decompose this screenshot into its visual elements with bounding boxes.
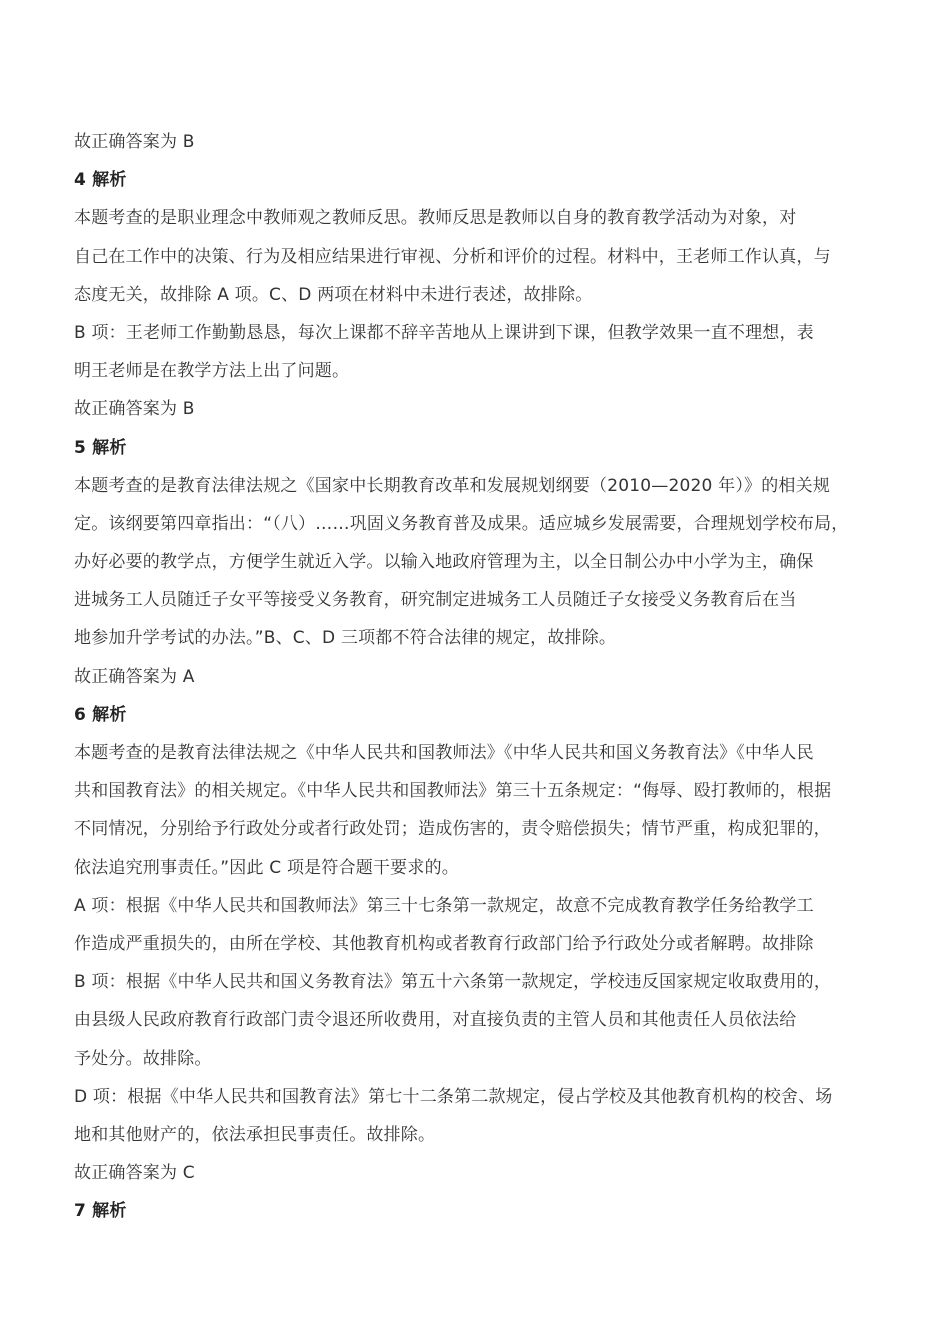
paragraph-line: D 项：根据《中华人民共和国教育法》第七十二条第二款规定，侵占学校及其他教育机构的校舍、场 — [74, 1086, 833, 1107]
analysis-paragraph — [74, 199, 880, 314]
paragraph-line: B 项：根据《中华人民共和国义务教育法》第五十六条第一款规定，学校违反国家规定收取费用的， — [74, 972, 832, 993]
paragraph-line: 由县级人民政府教育行政部门责令退还所收费用，对直接负责的主管人员和其他责任人员依法给 — [74, 1010, 797, 1031]
correct-answer-line: 故正确答案为 B — [74, 132, 195, 152]
paragraph-line: 地参加升学考试的办法。”B、C、D 三项都不符合法律的规定，故排除。 — [74, 628, 617, 649]
question-analysis-heading: 7 解析 — [74, 1201, 127, 1222]
paragraph-line: 本题考查的是教育法律法规之《国家中长期教育改革和发展规划纲要（2010—2020 年）》的相关规 — [74, 475, 831, 496]
question-analysis-heading: 5 解析 — [74, 437, 127, 458]
paragraph-line: 进城务工人员随迁子女平等接受义务教育，研究制定进城务工人员随迁子女接受义务教育后在当 — [74, 590, 797, 611]
analysis-paragraph — [74, 1078, 880, 1154]
paragraph-line: 本题考查的是职业理念中教师观之教师反思。教师反思是教师以自身的教育教学活动为对象，对 — [74, 208, 797, 229]
paragraph-line: 本题考查的是教育法律法规之《中华人民共和国教师法》《中华人民共和国义务教育法》《中华人民 — [74, 743, 814, 763]
paragraph-line: 地和其他财产的，依法承担民事责任。故排除。 — [74, 1124, 436, 1145]
analysis-paragraph — [74, 314, 880, 390]
paragraph-line: 作造成严重损失的，由所在学校、其他教育机构或者教育行政部门给予行政处分或者解聘。故排除 — [74, 933, 814, 954]
question-analysis-heading: 4 解析 — [74, 170, 127, 191]
paragraph-line: A 项：根据《中华人民共和国教师法》第三十七条第一款规定，故意不完成教育教学任务给教学工 — [74, 895, 814, 916]
question-analysis-heading: 6 解析 — [74, 704, 127, 725]
paragraph-line: 明王老师是在教学方法上出了问题。 — [74, 361, 350, 382]
paragraph-line: 不同情况，分别给予行政处分或者行政处罚；造成伤害的，责令赔偿损失；情节严重，构成犯罪的， — [74, 819, 831, 840]
correct-answer-line: 故正确答案为 C — [74, 1163, 195, 1184]
paragraph-line: 共和国教育法》的相关规定。《中华人民共和国教师法》第三十五条规定：“侮辱、殴打教师的，根据 — [74, 781, 832, 802]
paragraph-line: 态度无关，故排除 A 项。C、D 两项在材料中未进行表述，故排除。 — [74, 284, 593, 305]
paragraph-line: 办好必要的教学点，方便学生就近入学。以输入地政府管理为主，以全日制公办中小学为主，确保 — [74, 552, 814, 573]
paragraph-line: 定。该纲要第四章指出：“（八）……巩固义务教育普及成果。适应城乡发展需要，合理规划学校布局， — [74, 513, 849, 534]
analysis-paragraph — [74, 963, 880, 1078]
paragraph-line: B 项：王老师工作勤勤恳恳，每次上课都不辞辛苦地从上课讲到下课，但教学效果一直不理想，表 — [74, 322, 814, 343]
document-page — [74, 123, 880, 1230]
paragraph-line: 予处分。故排除。 — [74, 1048, 212, 1069]
paragraph-line: 依法追究刑事责任。”因此 C 项是符合题干要求的。 — [74, 857, 459, 878]
paragraph-line: 自己在工作中的决策、行为及相应结果进行审视、分析和评价的过程。材料中，王老师工作认真，与 — [74, 246, 831, 267]
analysis-paragraph — [74, 467, 880, 658]
analysis-paragraph — [74, 887, 880, 963]
analysis-paragraph — [74, 734, 880, 887]
correct-answer-line: 故正确答案为 B — [74, 399, 195, 420]
correct-answer-line: 故正确答案为 A — [74, 666, 195, 687]
